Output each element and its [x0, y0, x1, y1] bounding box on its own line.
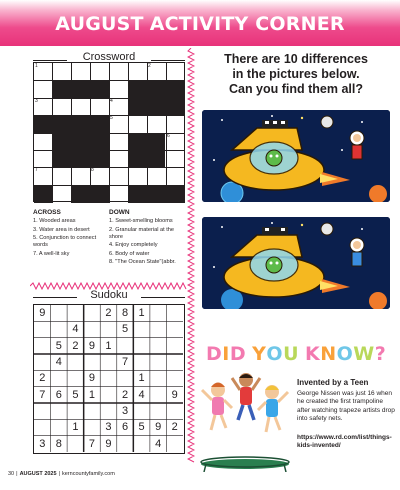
- page-number: 30: [8, 471, 15, 477]
- did-you-know-body: George Nissen was just 16 when he created the first trampoline after watching trapeze artists drop into safety nets.: [297, 390, 395, 422]
- sudoku-cell: 1: [105, 339, 112, 352]
- cw-number: 6: [167, 133, 170, 139]
- sudoku-grid: [33, 304, 185, 454]
- did-you-know-letter: D: [229, 343, 247, 365]
- page-footer: [8, 471, 115, 477]
- footer-separator: |: [16, 471, 18, 477]
- sudoku-cell: 5: [138, 421, 145, 434]
- cw-black: [34, 185, 53, 203]
- cw-black: [128, 98, 185, 115]
- sudoku-cell: 2: [171, 421, 178, 434]
- sudoku-cell: 5: [121, 323, 129, 336]
- did-you-know-letter: N: [320, 343, 337, 365]
- did-you-know-letter: Y: [252, 343, 267, 365]
- clue-across-3: 3. Water area in desert: [33, 226, 90, 233]
- sudoku-cell: 5: [72, 388, 79, 401]
- did-you-know-letter: O: [336, 343, 354, 365]
- sudoku-cell: 1: [72, 421, 79, 434]
- cw-gridline: [34, 150, 185, 151]
- footer-issue: AUGUST 2025: [19, 471, 57, 477]
- header-banner: [0, 0, 400, 46]
- cw-number: 7: [35, 167, 38, 173]
- clue-down-8: 8. "The Ocean State"(abbr.: [109, 259, 176, 265]
- did-you-know-letter: ?: [374, 343, 387, 365]
- cw-number: 8: [91, 167, 94, 173]
- sudoku-cell: 4: [55, 356, 62, 368]
- sudoku-cell: 3: [105, 421, 112, 434]
- across-heading: ACROSS: [33, 209, 61, 216]
- footer-separator: |: [58, 471, 60, 477]
- sudoku-cell: 7: [88, 437, 95, 450]
- title-rest: ACTIVITY CORNER: [149, 13, 345, 35]
- sudoku-cell: 1: [88, 388, 95, 401]
- spot-difference-picture-1: [202, 110, 390, 202]
- down-heading: DOWN: [109, 209, 130, 216]
- did-you-know-subheading: Invented by a Teen: [297, 378, 369, 387]
- crossword-grid: [33, 62, 185, 202]
- differences-line-2: in the pictures below.: [232, 67, 360, 81]
- vertical-zigzag-divider: [187, 48, 195, 464]
- sudoku-cell: 2: [39, 372, 46, 385]
- did-you-know-heading: [206, 343, 386, 365]
- sudoku-cell: 8: [55, 437, 62, 450]
- cw-gridline: [34, 133, 185, 134]
- sudoku-cell: 6: [55, 388, 62, 401]
- page-title: [0, 13, 400, 35]
- cw-gridline: [34, 167, 185, 168]
- sudoku-rule-right: [141, 297, 185, 298]
- sudoku-cell: 9: [88, 339, 95, 352]
- space-scene-illustration: [202, 217, 390, 309]
- sudoku-cell: 7: [39, 388, 46, 401]
- clue-down-2: 2. Granular material at the shore: [109, 226, 174, 240]
- sudoku-cell: 2: [72, 339, 79, 352]
- cw-number: 3: [35, 98, 38, 104]
- sudoku-cell: 4: [155, 437, 162, 450]
- footer-site: kerncountyfamily.com: [62, 471, 115, 477]
- across-clues: [33, 218, 107, 259]
- sudoku-cell: 1: [138, 307, 145, 319]
- sudoku-cell: 6: [121, 421, 129, 434]
- sudoku-cell: 9: [105, 437, 112, 450]
- cw-number: 5: [110, 115, 113, 121]
- crossword-rule-left: [33, 60, 67, 61]
- cw-number: 4: [110, 98, 113, 104]
- cw-black: [53, 115, 109, 167]
- did-you-know-letter: I: [222, 343, 230, 365]
- sudoku-cell: 8: [121, 307, 129, 319]
- sudoku-cell: 1: [138, 372, 145, 385]
- sudoku-rule-left: [33, 297, 77, 298]
- cw-number: 2: [148, 63, 151, 69]
- cw-number: 1: [35, 63, 38, 69]
- sudoku-cell: 3: [121, 405, 129, 417]
- differences-prompt: [196, 52, 396, 97]
- cw-black: [128, 185, 185, 203]
- clue-across-1: 1. Wooded areas: [33, 218, 76, 224]
- differences-line-1: There are 10 differences: [224, 52, 368, 66]
- cw-black: [53, 80, 109, 98]
- did-you-know-letter: O: [266, 343, 284, 365]
- clue-across-5: 5. Conjunction to connect words: [33, 235, 97, 248]
- sudoku-cell: 2: [121, 388, 129, 401]
- sudoku-title: Sudoku: [90, 289, 128, 301]
- sudoku-cell: 7: [121, 356, 129, 368]
- space-scene-illustration: [202, 110, 390, 202]
- sudoku-cell: 9: [39, 307, 46, 319]
- clue-across-7: 7. A well-lit sky: [33, 250, 70, 257]
- cw-black: [128, 80, 185, 98]
- sudoku-cell: 2: [105, 307, 112, 319]
- did-you-know-letter: U: [283, 343, 299, 365]
- sudoku-cell: 3: [39, 437, 46, 450]
- cw-gridline: [34, 80, 185, 81]
- sudoku-cell: 9: [88, 372, 95, 385]
- sudoku-cell: 5: [55, 339, 62, 352]
- did-you-know-letter: W: [353, 343, 375, 365]
- cw-gridline: [34, 185, 185, 186]
- sudoku-cell: 9: [155, 421, 162, 434]
- clue-down-4: 4. Enjoy completely: [109, 242, 158, 248]
- cw-black: [34, 115, 53, 133]
- sudoku-cell: 4: [138, 388, 145, 401]
- did-you-know-source-link[interactable]: https://www.rd.com/list/things-kids-invented/: [297, 434, 392, 450]
- title-month: AUGUST: [55, 13, 144, 35]
- differences-line-3: Can you find them all?: [228, 82, 364, 96]
- did-you-know-letter: K: [305, 343, 321, 365]
- sudoku-cell: 9: [171, 388, 178, 401]
- did-you-know-letter: D: [206, 343, 223, 365]
- spot-difference-picture-2: [202, 217, 390, 309]
- down-clues: [109, 218, 185, 268]
- clue-down-1: 1. Sweet-smelling blooms: [109, 218, 173, 224]
- sudoku-cell: 4: [72, 323, 79, 336]
- crossword-title: Crossword: [82, 51, 136, 63]
- kids-trampoline-illustration: [196, 368, 294, 472]
- clue-down-6: 6. Body of water: [109, 250, 150, 257]
- crossword-rule-right: [151, 60, 185, 61]
